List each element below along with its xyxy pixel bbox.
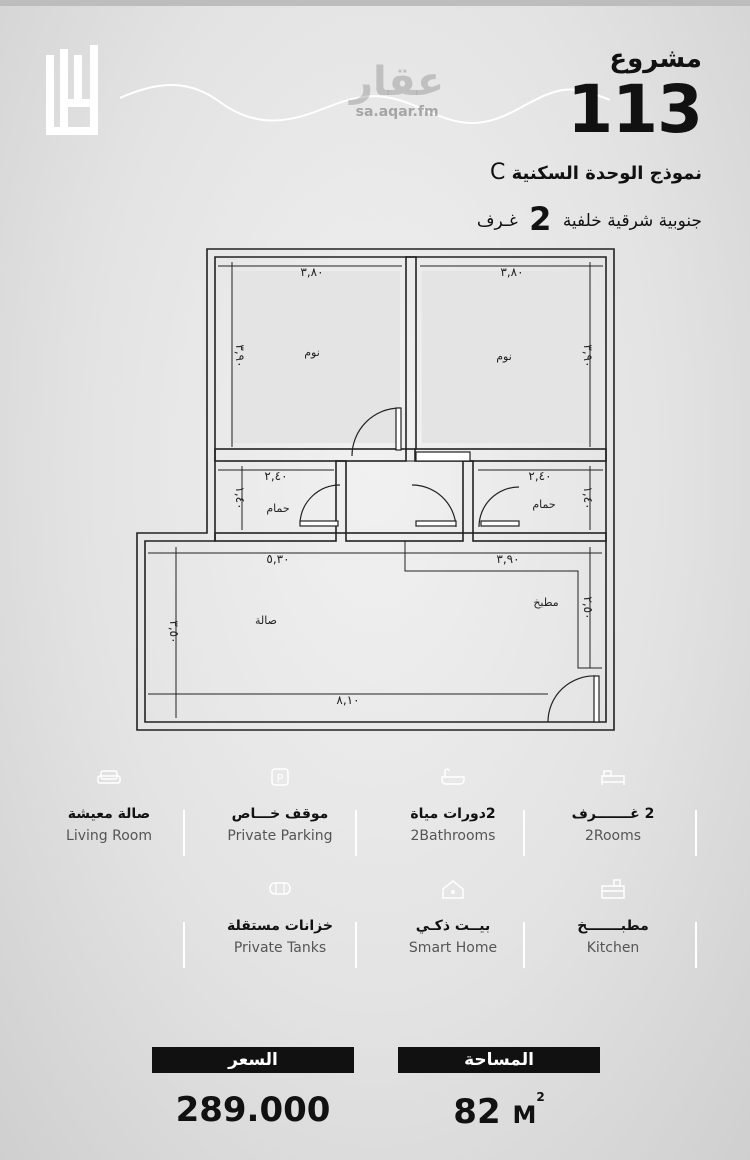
dim-living-width: ٥,٣٠ xyxy=(266,552,290,566)
dim-bath-right-width: ٢,٤٠ xyxy=(528,469,552,483)
model-title: نموذج الوحدة السكنية xyxy=(511,163,702,184)
feature-living xyxy=(24,766,194,844)
feature-living-ar: صالة معيشة xyxy=(67,806,151,822)
area-exponent: 2 xyxy=(536,1090,545,1104)
door-swings xyxy=(300,408,599,722)
feature-bathrooms-en: 2Bathrooms xyxy=(410,828,496,844)
price-label: السعر xyxy=(152,1047,354,1073)
water-tank-icon xyxy=(267,880,293,898)
dim-bedroom-left-height: ٣,٩٠ xyxy=(233,344,247,368)
feature-living-en: Living Room xyxy=(66,828,152,844)
feature-parking xyxy=(195,766,365,844)
feature-tanks xyxy=(195,878,365,956)
room-label-bedroom-left: نوم xyxy=(304,346,320,359)
sofa-icon xyxy=(96,768,122,786)
svg-text:P: P xyxy=(276,772,284,785)
feature-rooms xyxy=(528,766,698,844)
dim-bedroom-left-width: ٣,٨٠ xyxy=(300,265,324,279)
feature-smart-home xyxy=(368,878,538,956)
room-label-bedroom-right: نوم xyxy=(496,350,512,363)
room-label-bath-left: حمام xyxy=(266,502,290,515)
area-label: المساحة xyxy=(398,1047,600,1073)
dim-bath-left-width: ٢,٤٠ xyxy=(264,469,288,483)
room-label-kitchen: مطبخ xyxy=(533,596,559,609)
dim-total-width: ٨,١٠ xyxy=(336,693,360,707)
bed-icon xyxy=(600,768,626,786)
kitchen-icon xyxy=(600,878,626,900)
rooms-count: 2 xyxy=(529,200,552,238)
dim-bedroom-right-width: ٣,٨٠ xyxy=(500,265,524,279)
dim-bath-left-height: ١,٤٠ xyxy=(233,486,247,510)
feature-bathrooms xyxy=(368,766,538,844)
area-number: 82 xyxy=(453,1092,501,1132)
model-letter: C xyxy=(489,160,506,185)
feature-tanks-ar: خزانات مستقلة xyxy=(227,918,333,934)
project-number: 113 xyxy=(567,71,702,148)
dim-kitchen-height: ٢,٥٠ xyxy=(581,596,595,620)
area-unit: M xyxy=(512,1101,537,1129)
dim-living-height: ٣,٥٠ xyxy=(167,620,181,644)
feature-divider xyxy=(183,922,185,968)
feature-divider xyxy=(355,810,357,856)
room-label-bath-right: حمام xyxy=(532,498,556,511)
feature-kitchen xyxy=(528,878,698,956)
orientation-text: جنوبية شرقية خلفية xyxy=(562,211,702,231)
dim-kitchen-width: ٣,٩٠ xyxy=(496,552,520,566)
feature-divider xyxy=(523,810,525,856)
price-value: 289.000 xyxy=(175,1090,331,1130)
feature-divider xyxy=(523,922,525,968)
feature-rooms-en: 2Rooms xyxy=(584,828,642,844)
watermark-brand: عقار xyxy=(350,59,445,105)
watermark-url: sa.aqar.fm xyxy=(355,104,439,120)
feature-kitchen-en: Kitchen xyxy=(586,940,640,956)
smart-home-icon xyxy=(441,878,465,900)
feature-parking-en: Private Parking xyxy=(227,828,333,844)
dim-bath-right-height: ١,٤٠ xyxy=(581,486,595,510)
feature-smart-home-en: Smart Home xyxy=(408,940,498,956)
area-value xyxy=(398,1090,600,1132)
feature-divider xyxy=(183,810,185,856)
feature-divider xyxy=(695,922,697,968)
feature-parking-ar: موقف خـــاص xyxy=(231,806,329,822)
rooms-word: غـرف xyxy=(476,211,518,231)
project-label: مشروع xyxy=(609,44,702,74)
feature-divider xyxy=(355,922,357,968)
feature-rooms-ar: 2 غـــــــرف xyxy=(571,806,655,822)
feature-smart-home-ar: بيــت ذكـي xyxy=(415,918,491,934)
dim-bedroom-right-height: ٣,٩٠ xyxy=(581,344,595,368)
feature-kitchen-ar: مطبـــــــخ xyxy=(577,918,649,934)
feature-tanks-en: Private Tanks xyxy=(233,940,327,956)
feature-bathrooms-ar: 2دورات مياة xyxy=(410,806,496,822)
feature-divider xyxy=(695,810,697,856)
room-label-living: صالة xyxy=(255,614,277,627)
bathtub-icon xyxy=(440,768,466,786)
parking-icon xyxy=(270,767,290,787)
